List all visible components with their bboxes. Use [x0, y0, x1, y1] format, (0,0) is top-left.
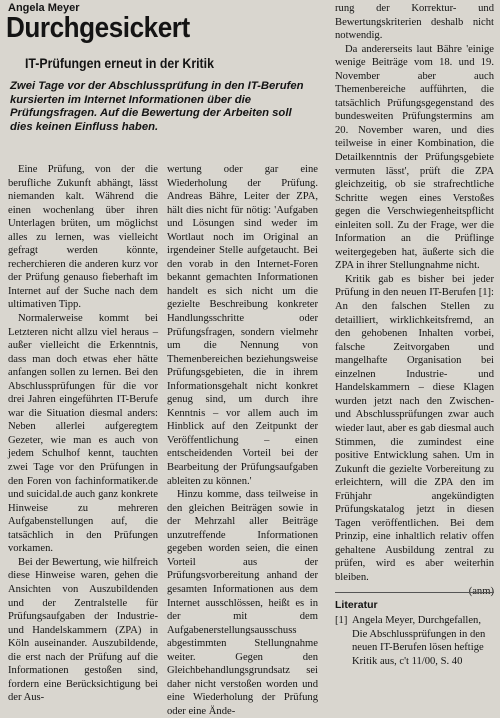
paragraph: Hinzu komme, dass teilweise in den gleichen Beiträgen sowie in der Mehrzahl aller Beiträge unzutreffende Informationen gegeben worden seien, die einen Vorteil aus der Prüfungsvorbereitung anhand der gesamten Informationen aus dem Internet ausschlössen, heißt es in der mit dem Aufgabenerstellungsausschuss abgestimmten Stellungnahme weiter. Gegen den Gleichbehandlungsgrundsatz sei daher nicht verstoßen worden und eine Wiederholung der Prüfung oder eine Ände-: [167, 489, 318, 717]
paragraph: Eine Prüfung, von der die berufliche Zukunft abhängt, lässt niemanden kalt. Während die einen wochenlang über ihren Unterlagen brüten, um möglichst alles zu lernen, was vielleicht gefragt werden könnte, recherchieren die anderen kurz vor der Prüfung genauso fieberhaft im Internet auf der Suche nach dem ultimativen Tipp.: [8, 164, 158, 311]
article-title: Durchgesickert: [6, 12, 190, 44]
literature-number: [1]: [335, 615, 348, 626]
divider: [335, 592, 494, 593]
text-column-3: [335, 2, 494, 598]
paragraph: rung der Korrektur- und Bewertungskriterien deshalb nicht notwendig.: [335, 3, 494, 42]
paragraph: wertung oder gar eine Wiederholung der Prüfung. Andreas Bähre, Leiter der ZPA, hält dies nicht für nötig: 'Aufgaben und Lösungen sind weder im Wortlaut noch im Original an irgendeiner Stelle aufgetaucht. Bei den vorab in den Internet-Foren bekannt gemachten Informationen handelt es sich nicht um die gezielte Beschreibung konkreter Handlungsschritte oder Prüfungsfragen, sondern vielmehr um die Nennung von Themenbereichen beziehungsweise Prüfungsgebieten, die in ihrem Informationsgehalt nicht konkret genug sind, um durch ihre Kenntnis – vor allem auch im Hinblick auf den Zeitpunkt der Veröffentlichung – einen entscheidenden Vorteil bei der Bearbeitung der Prüfungsaufgaben ableiten zu können.': [167, 164, 318, 487]
text-column-2: [167, 163, 318, 718]
author-name: Angela Meyer: [8, 2, 80, 14]
article-subtitle: IT-Prüfungen erneut in der Kritik: [25, 55, 214, 71]
text-column-1: [8, 163, 158, 705]
literature-item: [335, 614, 494, 668]
paragraph: Bei der Bewertung, wie hilfreich diese Hinweise waren, gehen die Ansichten von Auszubildenden und der Zentralstelle für Prüfungsaufgaben der Industrie- und Handelskammern (ZPA) in Köln auseinander. Auszubildende, die erst nach der Prüfung auf die Informationen gestoßen sind, fordern eine Berücksichtigung bei der Aus-: [8, 556, 158, 704]
literature-heading: Literatur: [335, 599, 378, 611]
paragraph: Kritik gab es bisher bei jeder Prüfung in den neuen IT-Berufen [1]: An den falschen Stellen zu detailliert, wirklichkeitsfremd, an den gehobenen Inhalten vorbei, falsche Zeitvorgaben und mangelhafte Organisation bei einzelnen Industrie- und Handelskammern – diese Klagen wurden jetzt nach den Zwischen- und Abschlussprüfungen zwar auch wieder laut, aber es gab diesmal auch Stimmen, die zumindest eine positive Entwicklung sahen. Um in Zukunft die gezielte Vorbereitung zu erleichtern, will die ZPA den im Frühjahr angekündigten Prüfungskatalog jetzt in diesen Tagen veröffentlichen. Bei dem Prinzip, eine inhaltlich relativ offen gehaltene Ausbildung zentral zu prüfen, wird es aber weiterhin bleiben.: [335, 273, 494, 583]
paragraph: Da andererseits laut Bähre 'einige wenige Beiträge vom 18. und 19. November aber auch Themenbereiche aufführten, die tatsächlich Prüfungsgegenstand des bundesweiten Prüfungstermins am 20. November waren, und dies teilweise in einer Kombination, die Detailkenntnis der Prüfungsgebiete vermuten lässt', prüft die ZPA gleichzeitig, ob sie strafrechtliche Schritte wegen eines Verstoßes gegen die Verschwiegenheitspflicht einleiten soll. Zu der Frage, wer die Information an die Prüflinge weitergegeben hat, äußerte sich die ZPA in ihrer Stellungnahme nicht.: [335, 43, 494, 272]
article-lead: Zwei Tage vor der Abschlussprüfung in den IT-Berufen kursierten im Internet Informationen über die Prüfungsfragen. Auf die Bewertung der Arbeiten soll dies keinen Einfluss haben.: [10, 80, 304, 133]
literature-reference: Angela Meyer, Durchgefallen, Die Abschlussprüfungen in den neuen IT-Berufen lösen heftige Kritik aus, c't 11/00, S. 40: [352, 615, 486, 667]
paragraph: Normalerweise kommt bei Letzteren nicht allzu viel heraus – außer vielleicht die Erkenntnis, dass man doch etwas eher hätte anfangen sollen zu lernen. Bei den Abschlussprüfungen für die vor drei Jahren eingeführten IT-Berufe war die Situation diesmal anders: Neben allerlei aufgeregtem Gezeter, wie man es auch von jedem Schulhof kennt, tauchten zwei Tage vor den Prüfungen in den Foren von fachinformatiker.de und suicidal.de auch ganz konkrete Hinweise zu mehreren Aufgabenstellungen auf, die tatsächlich in den Prüfungen vorkamen.: [8, 313, 158, 555]
